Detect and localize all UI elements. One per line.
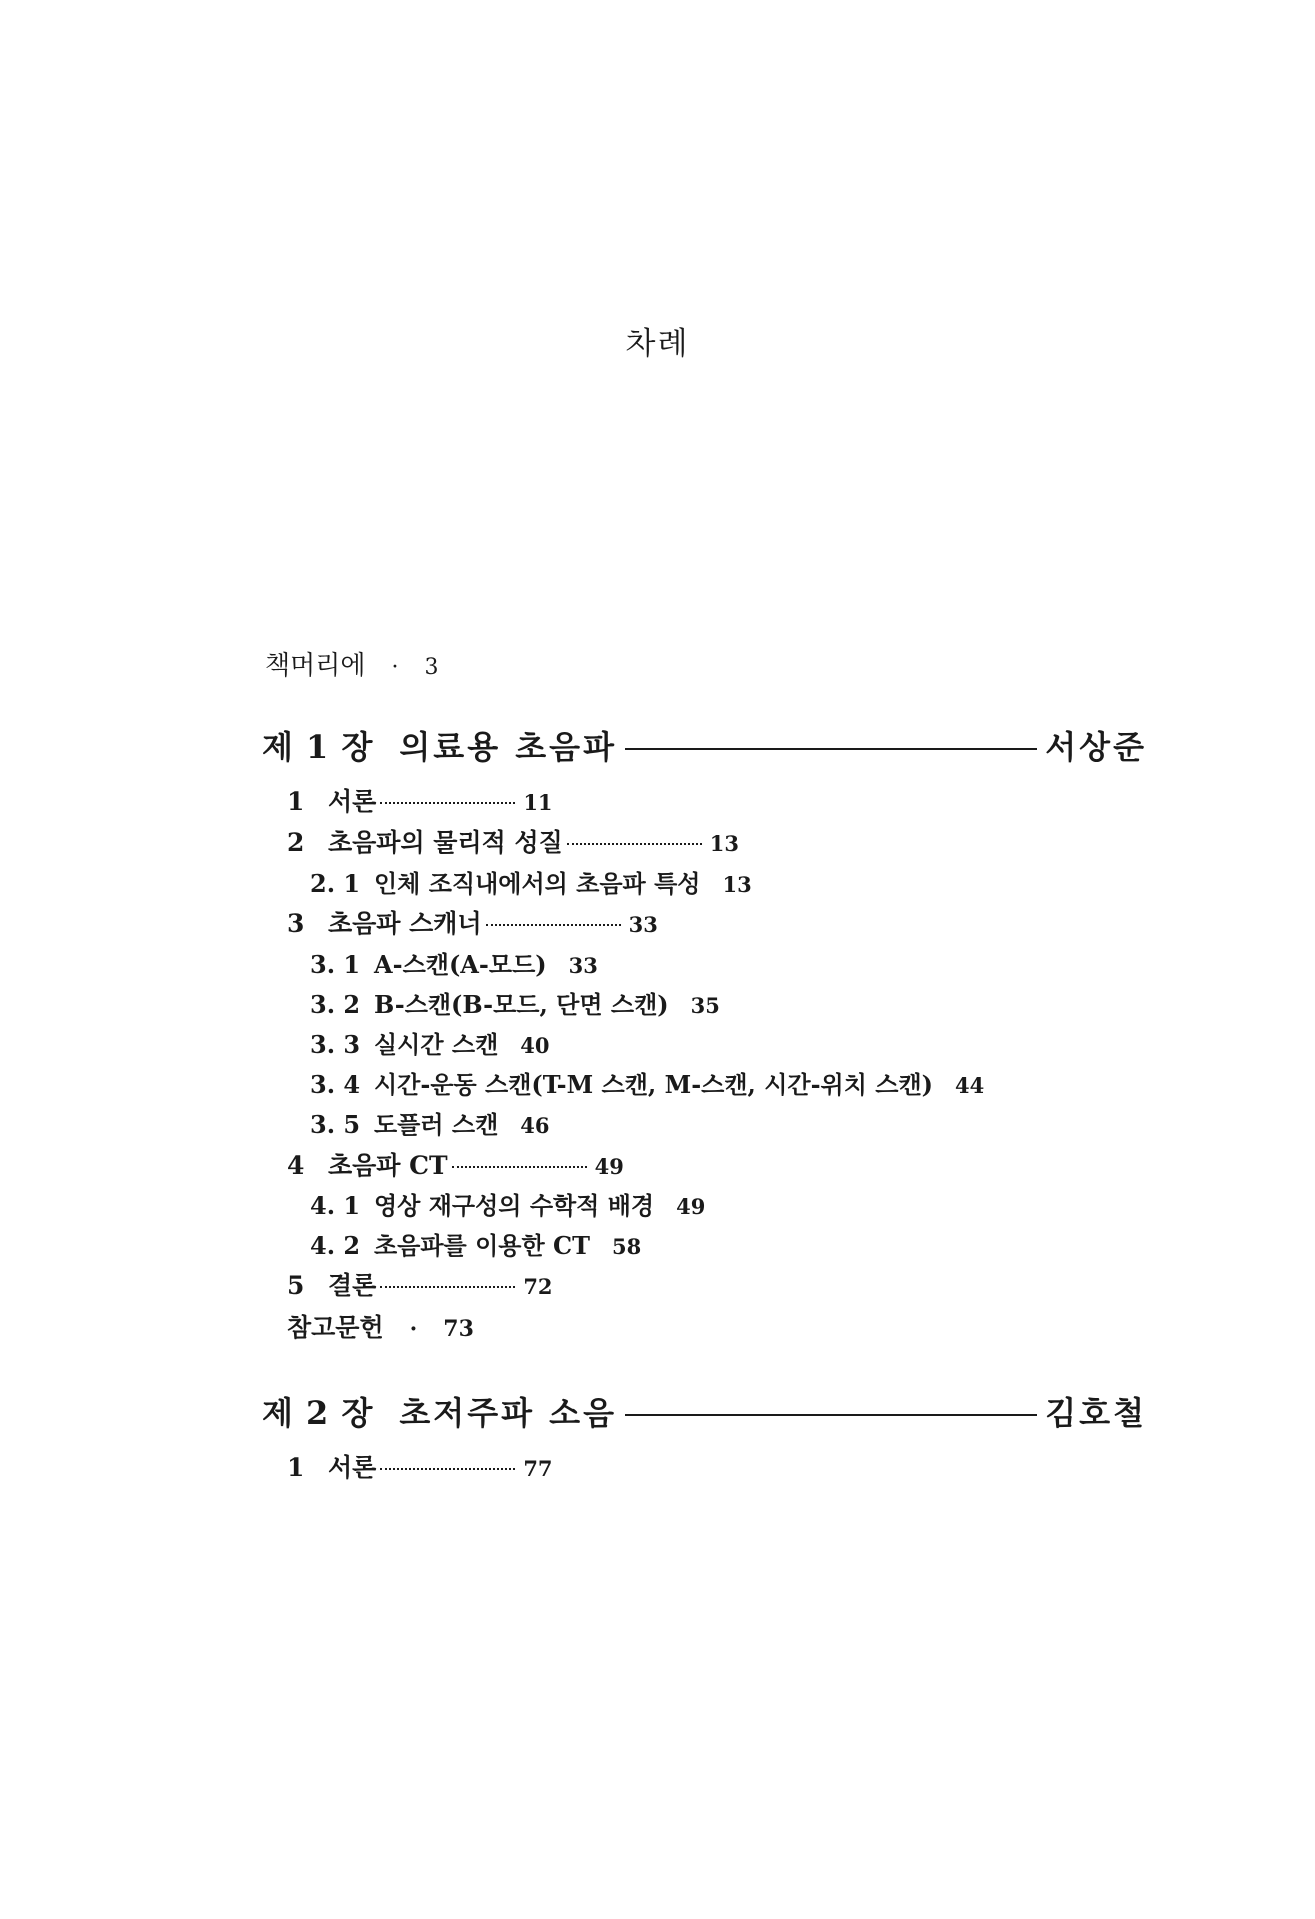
entry-page: 13: [709, 831, 739, 856]
dot-leader: [380, 1286, 515, 1288]
toc-references[interactable]: [287, 1308, 474, 1344]
subentry-number: 4. 2: [310, 1231, 361, 1260]
chapter-1-number: 제 1 장: [262, 728, 374, 766]
entry-page: 11: [523, 790, 553, 815]
preface-bullet: ·: [391, 655, 399, 680]
entry-page: 49: [594, 1154, 624, 1179]
entry-number: 5: [287, 1271, 305, 1300]
subentry-title: 도플러 스캔: [374, 1110, 499, 1139]
subentry-number: 3. 2: [310, 990, 361, 1019]
toc-subentry[interactable]: [310, 1105, 550, 1140]
references-bullet: ·: [409, 1316, 418, 1342]
entry-number: 1: [287, 1453, 305, 1482]
entry-title: 서론: [328, 787, 377, 816]
references-page: 73: [443, 1316, 474, 1342]
entry-page: 72: [523, 1274, 553, 1299]
subentry-title: A-스캔(A-모드): [374, 950, 547, 979]
chapter-1-author: 서상준: [1045, 728, 1147, 766]
entry-page: 77: [523, 1456, 553, 1481]
subentry-number: 3. 5: [310, 1110, 361, 1139]
chapter-2-title: 초저주파 소음: [399, 1394, 617, 1432]
chapter-2-rule: [625, 1414, 1037, 1416]
subentry-page: 46: [520, 1113, 550, 1138]
toc-entry[interactable]: [287, 823, 739, 859]
subentry-number: 3. 3: [310, 1030, 361, 1059]
entry-number: 2: [287, 828, 305, 857]
toc-subentry[interactable]: [310, 985, 720, 1020]
subentry-number: 4. 1: [310, 1191, 361, 1220]
entry-title: 초음파의 물리적 성질: [328, 828, 563, 857]
chapter-1-title: 의료용 초음파: [399, 728, 617, 766]
subentry-number: 3. 1: [310, 950, 361, 979]
subentry-number: 2. 1: [310, 869, 361, 898]
entry-page: 33: [628, 912, 658, 937]
preface-label: 책머리에: [265, 651, 366, 681]
entry-title: 초음파 스캐너: [328, 909, 482, 938]
subentry-page: 49: [676, 1194, 706, 1219]
dot-leader: [567, 843, 702, 845]
toc-subentry[interactable]: [310, 1186, 705, 1221]
subentry-title: B-스캔(B-모드, 단면 스캔): [374, 990, 669, 1019]
subentry-page: 40: [520, 1033, 550, 1058]
toc-entry[interactable]: [287, 904, 658, 940]
toc-subentry[interactable]: [310, 864, 752, 899]
subentry-title: 영상 재구성의 수학적 배경: [374, 1191, 655, 1220]
entry-title: 초음파 CT: [328, 1151, 448, 1180]
toc-entry[interactable]: [287, 1146, 624, 1182]
chapter-1-heading[interactable]: [262, 722, 1147, 768]
toc-subentry[interactable]: [310, 1025, 550, 1060]
entry-title: 결론: [328, 1271, 377, 1300]
toc-subentry[interactable]: [310, 1226, 641, 1261]
subentry-title: 초음파를 이용한 CT: [374, 1231, 590, 1260]
chapter-2-heading[interactable]: [262, 1388, 1147, 1434]
dot-leader: [486, 924, 621, 926]
subentry-page: 58: [611, 1234, 642, 1259]
subentry-page: 44: [955, 1073, 985, 1098]
toc-entry[interactable]: [287, 1266, 553, 1302]
subentry-page: 33: [568, 953, 598, 978]
dot-leader: [452, 1166, 587, 1168]
entry-number: 3: [287, 909, 305, 938]
toc-subentry[interactable]: [310, 945, 598, 980]
subentry-page: 35: [690, 993, 720, 1018]
dot-leader: [380, 802, 515, 804]
chapter-1-rule: [625, 748, 1037, 750]
toc-entry[interactable]: [287, 1448, 553, 1484]
entry-number: 4: [287, 1151, 305, 1180]
subentry-page: 13: [722, 872, 752, 897]
chapter-2-number: 제 2 장: [262, 1394, 374, 1432]
toc-entry[interactable]: [287, 782, 553, 818]
references-label: 참고문헌: [287, 1313, 384, 1342]
toc-subentry[interactable]: [310, 1065, 984, 1100]
dot-leader: [380, 1468, 515, 1470]
subentry-title: 실시간 스캔: [374, 1030, 499, 1059]
entry-title: 서론: [328, 1453, 377, 1482]
preface-page: 3: [424, 655, 439, 680]
subentry-number: 3. 4: [310, 1070, 361, 1099]
entry-number: 1: [287, 787, 305, 816]
subentry-title: 시간-운동 스캔(T-M 스캔, M-스캔, 시간-위치 스캔): [374, 1070, 934, 1099]
page-title: 차례: [625, 326, 690, 362]
chapter-2-author: 김호철: [1045, 1394, 1147, 1432]
toc-preface[interactable]: [265, 645, 438, 682]
subentry-title: 인체 조직내에서의 초음파 특성: [374, 869, 701, 898]
